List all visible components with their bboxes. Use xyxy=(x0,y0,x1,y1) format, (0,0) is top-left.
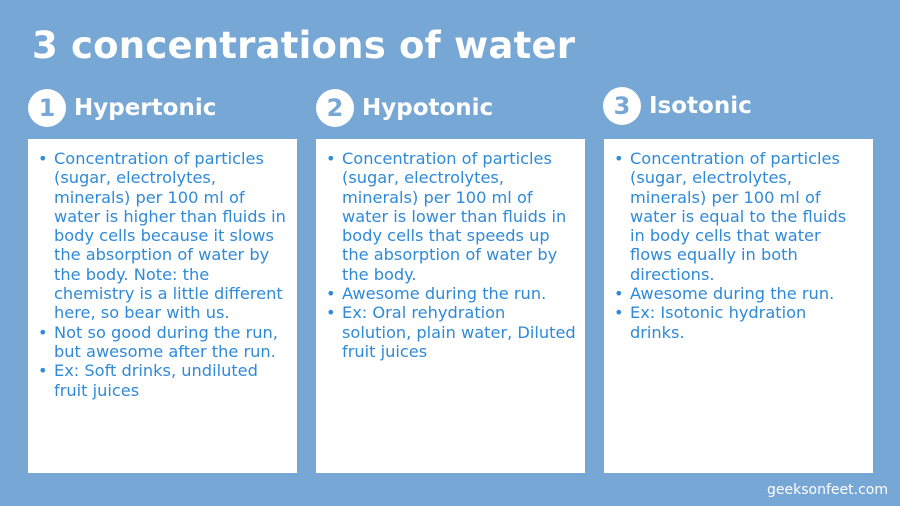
bullet-item: • Concentration of particles (sugar, electrolytes, minerals) per 100 ml of water is lower than fluids in body cells that speeds up the absorption of water by the body. xyxy=(320,149,577,284)
bullet-item: • Ex: Soft drinks, undiluted fruit juices xyxy=(32,361,289,400)
card-hypotonic xyxy=(316,139,585,473)
bullet-item: • Concentration of particles (sugar, electrolytes, minerals) per 100 ml of water is higher than fluids in body cells because it slows the absorption of water by the body. Note: the chemistry is a little different here, so bear with us. xyxy=(32,149,289,323)
number-badge-3: 3 xyxy=(603,87,641,125)
bullet-list-hypertonic xyxy=(32,149,289,400)
card-hypertonic xyxy=(28,139,297,473)
column-header-hypertonic xyxy=(28,88,216,128)
column-title-hypotonic: Hypotonic xyxy=(362,95,494,121)
bullet-item: • Ex: Oral rehydration solution, plain water, Diluted fruit juices xyxy=(320,303,577,361)
bullet-item: • Awesome during the run. xyxy=(320,284,577,303)
bullet-list-isotonic xyxy=(608,149,865,342)
card-isotonic xyxy=(604,139,873,473)
column-title-isotonic: Isotonic xyxy=(649,93,752,119)
number-badge-2: 2 xyxy=(316,89,354,127)
column-title-hypertonic: Hypertonic xyxy=(74,95,217,121)
bullet-list-hypotonic xyxy=(320,149,577,361)
column-header-hypotonic xyxy=(316,88,493,128)
column-header-isotonic xyxy=(603,86,752,126)
bullet-item: • Concentration of particles (sugar, electrolytes, minerals) per 100 ml of water is equal to the fluids in body cells that water flows equally in both directions. xyxy=(608,149,865,284)
footer-website-credit: geeksonfeet.com xyxy=(767,482,888,498)
number-badge-1: 1 xyxy=(28,89,66,127)
bullet-item: • Not so good during the run, but awesome after the run. xyxy=(32,323,289,362)
bullet-item: • Awesome during the run. xyxy=(608,284,865,303)
bullet-item: • Ex: Isotonic hydration drinks. xyxy=(608,303,865,342)
slide-title: 3 concentrations of water xyxy=(32,24,576,67)
